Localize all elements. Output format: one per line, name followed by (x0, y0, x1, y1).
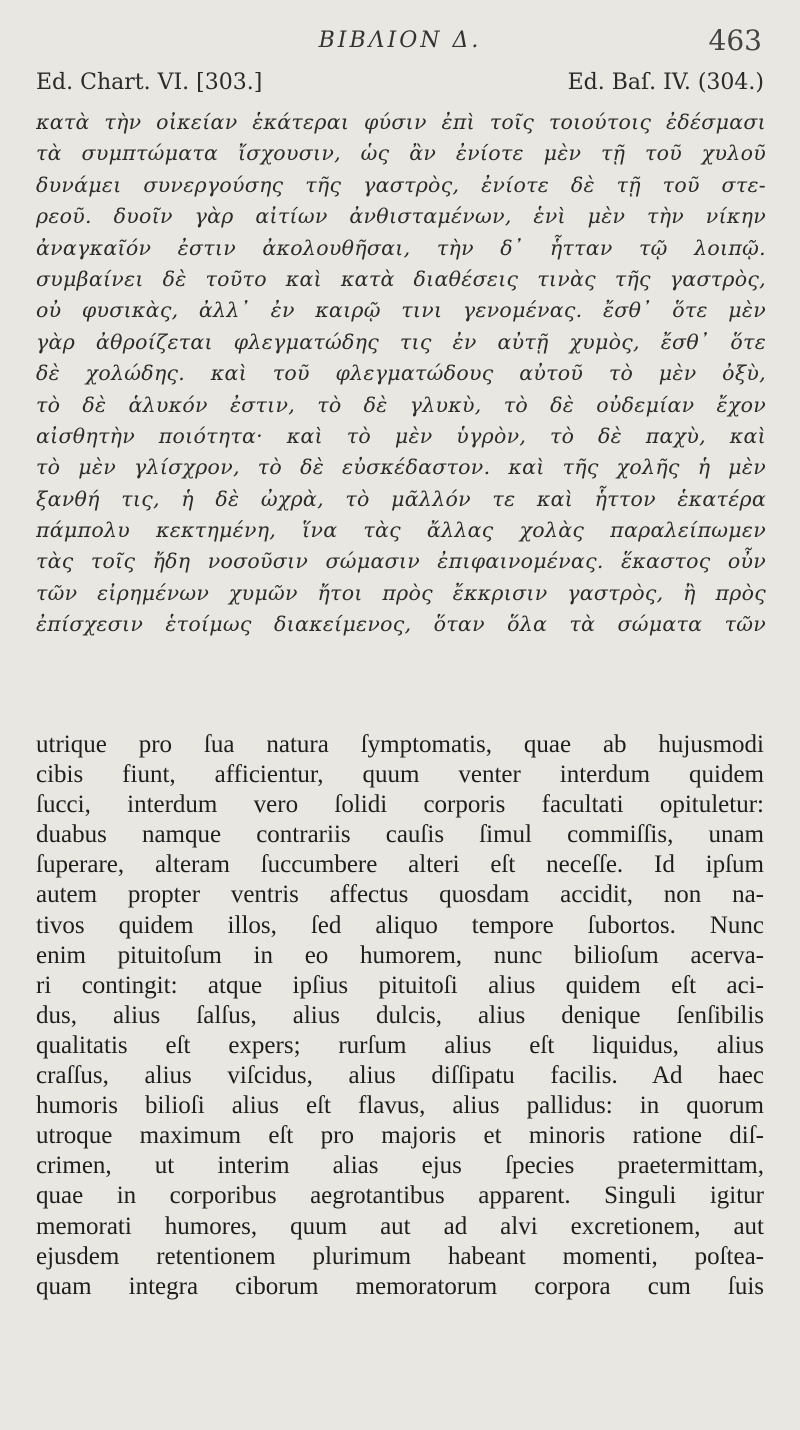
latin-text-line: ſucci, interdum vero ſolidi corporis facultati opituletur: (36, 791, 764, 819)
latin-text-line: humoris bilioſi alius eſt flavus, alius pallidus: in quorum (36, 1092, 764, 1120)
greek-text-line: αἰσθητὴν ποιότητα· καὶ τὸ μὲν ὑγρὸν, τὸ δὲ παχὺ, καὶ (36, 423, 766, 448)
greek-text-line: δὲ χολώδης. καὶ τοῦ φλεγματώδους αὐτοῦ τὸ μὲν ὀξὺ, (36, 361, 766, 386)
latin-text-line: ejusdem retentionem plurimum habeant momenti, poſtea- (36, 1242, 764, 1270)
latin-text-line: memorati humores, quum aut ad alvi excretionem, aut (36, 1212, 764, 1240)
latin-text-line: qualitatis eſt expers; rurſum alius eſt liquidus, alius (36, 1031, 764, 1059)
greek-text-line: ἐπίσχεσιν ἑτοίμως διακείμενος, ὅταν ὅλα τὰ σώματα τῶν (36, 612, 766, 637)
latin-text-line: ri contingit: atque ipſius pituitoſi alius quidem eſt aci- (36, 971, 764, 999)
greek-text-line: ρεοῦ. δυοῖν γὰρ αἰτίων ἀνθισταμένων, ἑνὶ μὲν τὴν νίκην (36, 204, 766, 229)
greek-text-block (36, 107, 766, 641)
latin-text-line: utroque maximum eſt pro majoris et minoris ratione diſ- (36, 1122, 764, 1150)
greek-text-line: τὰς τοῖς ἤδη νοσοῦσιν σώμασιν ἐπιφαινομένας. ἕκαστος οὖν (36, 549, 766, 574)
greek-text-line: γὰρ ἀθροίζεται φλεγματώδης τις ἐν αὐτῇ χυμὸς, ἔσθ᾽ ὅτε (36, 329, 766, 354)
latin-text-line: ſuperare, alteram ſuccumbere alteri eſt neceſſe. Id ipſum (36, 851, 764, 879)
running-head (0, 22, 800, 58)
greek-text-line: κατὰ τὴν οἰκείαν ἑκάτεραι φύσιν ἐπὶ τοῖς τοιούτοις ἐδέσμασι (36, 110, 766, 134)
latin-text-line: tivos quidem illos, ſed aliquo tempore ſubortos. Nunc (36, 911, 764, 939)
edition-basel-reference: Ed. Baſ. IV. (304.) (567, 70, 764, 95)
latin-text-line: utrique pro ſua natura ſymptomatis, quae ab hujusmodi (36, 731, 764, 758)
greek-text-line: ξανθή τις, ἡ δὲ ὠχρὰ, τὸ μᾶλλόν τε καὶ ἧττον ἑκατέρα (36, 486, 766, 511)
latin-text-line: quae in corporibus aegrotantibus apparent. Singuli igitur (36, 1182, 764, 1210)
latin-text-line: dus, alius ſalſus, alius dulcis, alius denique ſenſibilis (36, 1001, 764, 1029)
latin-text-line: autem propter ventris affectus quosdam accidit, non na- (36, 881, 764, 909)
greek-text-line: ἀναγκαῖόν ἐστιν ἀκολουθῆσαι, τὴν δ᾽ ἧτταν τῷ λοιπῷ. (36, 235, 766, 260)
page-number: 463 (708, 24, 762, 57)
latin-text-line: cibis fiunt, afficientur, quum venter interdum quidem (36, 761, 764, 789)
greek-text-line: οὐ φυσικὰς, ἀλλ᾽ ἐν καιρῷ τινι γενομένας. ἔσθ᾽ ὅτε μὲν (36, 298, 766, 323)
latin-text-line: craſſus, alius viſcidus, alius diſſipatu facilis. Ad haec (36, 1062, 764, 1090)
edition-chartier-reference: Ed. Chart. VI. [303.] (36, 70, 263, 95)
latin-text-line: enim pituitoſum in eo humorem, nunc bilioſum acerva- (36, 941, 764, 969)
greek-text-line: τὰ συμπτώματα ἴσχουσιν, ὡς ἂν ἐνίοτε μὲν τῇ τοῦ χυλοῦ (36, 141, 766, 166)
latin-text-line: duabus namque contrariis cauſis ſimul commiſſis, unam (36, 821, 764, 849)
greek-text-line: τὸ μὲν γλίσχρον, τὸ δὲ εὐσκέδαστον. καὶ τῆς χολῆς ἡ μὲν (36, 455, 766, 480)
latin-text-line: crimen, ut interim alias ejus ſpecies praetermittam, (36, 1152, 764, 1180)
greek-text-line: συμβαίνει δὲ τοῦτο καὶ κατὰ διαθέσεις τινὰς τῆς γαστρὸς, (36, 266, 766, 291)
latin-text-line: quam integra ciborum memoratorum corpora cum ſuis (36, 1272, 764, 1300)
latin-text-block (36, 730, 764, 1302)
greek-text-line: δυνάμει συνεργούσης τῆς γαστρὸς, ἐνίοτε δὲ τῇ τοῦ στε- (36, 172, 766, 197)
greek-text-line: τὸ δὲ ἁλυκόν ἐστιν, τὸ δὲ γλυκὺ, τὸ δὲ οὐδεμίαν ἔχον (36, 392, 766, 417)
running-title: ΒΙΒΛΙΟΝ Δ. (318, 28, 482, 53)
greek-text-line: τῶν εἰρημένων χυμῶν ἤτοι πρὸς ἔκκρισιν γαστρὸς, ἢ πρὸς (36, 580, 766, 605)
greek-text-line: πάμπολυ κεκτημένη, ἵνα τὰς ἄλλας χολὰς παραλείπωμεν (36, 518, 766, 543)
edition-reference-line (36, 70, 764, 102)
